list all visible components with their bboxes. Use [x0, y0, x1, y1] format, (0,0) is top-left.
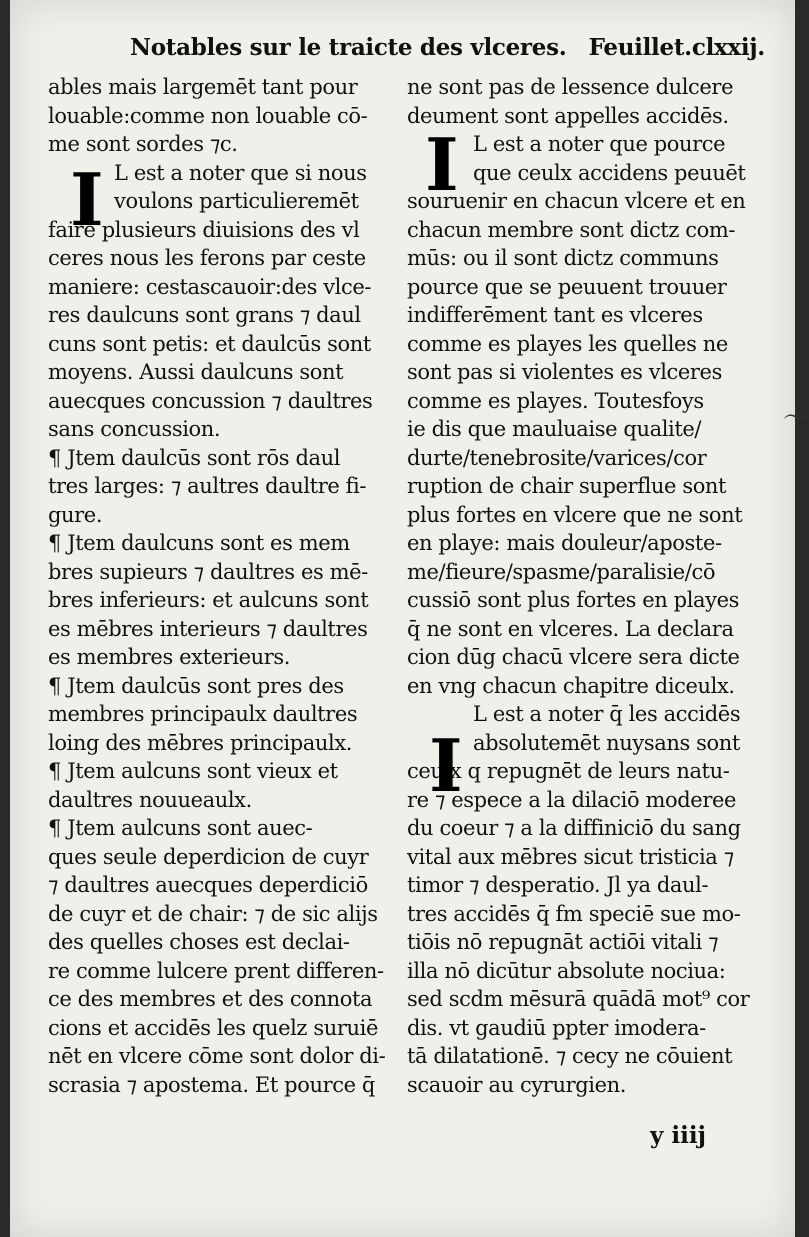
- text-line: des quelles choses est declai-: [48, 930, 350, 954]
- text-line: du coeur ⁊ a la diffiniciō du sang: [407, 816, 741, 840]
- text-line: ceres nous les ferons par ceste: [48, 246, 366, 270]
- text-line: maniere: cestascauoir:des vlce-: [48, 274, 372, 299]
- text-line: dis. vt gaudiū ppter imodera-: [407, 1015, 706, 1040]
- folio-number: Feuillet.clxxij.: [588, 34, 765, 61]
- text-line: ables mais largemēt tant pour: [48, 75, 358, 99]
- text-line: membres principaulx daultres: [48, 702, 358, 726]
- text-line: L est a noter que pource: [473, 132, 726, 156]
- text-line: ¶ Jtem daulcuns sont es mem: [48, 531, 350, 555]
- text-line: moyens. Aussi daulcuns sont: [48, 360, 344, 384]
- text-line: ¶ Jtem daulcūs sont rōs daul: [48, 445, 341, 470]
- text-line: es mēbres interieurs ⁊ daultres: [48, 616, 368, 641]
- text-line: en vng chacun chapitre diceulx.: [407, 673, 735, 698]
- text-line: L est a noter q̄ les accidēs: [473, 702, 741, 726]
- text-line: ceulx q repugnēt de leurs natu-: [407, 759, 730, 783]
- text-line: daultres nouueaulx.: [48, 787, 252, 812]
- text-line: louable:comme non louable cō-: [48, 103, 368, 128]
- text-line: sont pas si violentes es vlceres: [407, 360, 722, 384]
- text-line: sed scdm mēsurā quādā mot⁹ cor: [407, 987, 750, 1011]
- running-head: Notables sur le traicte des vlceres.: [130, 34, 567, 61]
- text-line: chacun membre sont dictz com-: [407, 217, 736, 242]
- book-page: [10, 0, 809, 1237]
- text-line: L est a noter que si nous: [114, 160, 367, 185]
- text-line: ques seule deperdicion de cuyr: [48, 844, 369, 869]
- text-line: ruption de chair superflue sont: [407, 474, 727, 498]
- text-line: bres inferieurs: et aulcuns sont: [48, 588, 369, 612]
- text-line: ce des membres et des connota: [48, 987, 373, 1011]
- text-line: que ceulx accidens peuuēt: [473, 160, 746, 185]
- text-line: souruenir en chacun vlcere et en: [407, 189, 746, 213]
- text-line: pource que se peuuent trouuer: [407, 274, 727, 299]
- left-column: [48, 73, 408, 1099]
- drop-initial: I: [429, 723, 463, 808]
- text-line: vital aux mēbres sicut tristicia ⁊: [407, 844, 734, 869]
- text-line: tres accidēs q̄ fm speciē sue mo-: [407, 901, 741, 926]
- text-line: loing des mēbres principaulx.: [48, 730, 353, 755]
- text-line: es membres exterieurs.: [48, 645, 291, 669]
- page-header: [10, 34, 795, 66]
- text-line: auecques concussion ⁊ daultres: [48, 388, 373, 413]
- text-line: tiōis nō repugnāt actiōi vitali ⁊: [407, 930, 719, 954]
- drop-initial: I: [70, 157, 104, 242]
- text-line: res daulcuns sont grans ⁊ daul: [48, 303, 361, 327]
- text-line: cuns sont petis: et daulcūs sont: [48, 331, 371, 356]
- marginal-pen-mark: 〜: [783, 404, 809, 434]
- text-line: ie dis que mauluaise qualite/: [407, 417, 702, 441]
- text-line: tā dilatationē. ⁊ cecy ne cōuient: [407, 1044, 733, 1068]
- text-line: voulons particulieremēt: [114, 189, 359, 213]
- text-line: de cuyr et de chair: ⁊ de sic alijs: [48, 901, 378, 926]
- text-line: q̄ ne sont en vlceres. La declara: [407, 616, 734, 641]
- drop-initial: I: [425, 122, 459, 207]
- text-line: comme es playes les quelles ne: [407, 331, 728, 356]
- text-line: plus fortes en vlcere que ne sont: [407, 502, 743, 527]
- text-line: ⁊ daultres auecques deperdiciō: [48, 873, 368, 897]
- text-line: comme es playes. Toutesfoys: [407, 388, 704, 413]
- text-line: tres larges: ⁊ aultres daultre fi-: [48, 474, 367, 498]
- text-line: scauoir au cyrurgien.: [407, 1072, 626, 1097]
- text-line: durte/tenebrosite/varices/cor: [407, 445, 707, 470]
- text-line: ¶ Jtem aulcuns sont auec-: [48, 816, 313, 840]
- text-line: en playe: mais douleur/aposte-: [407, 531, 722, 555]
- text-line: deument sont appelles accidēs.: [407, 103, 729, 128]
- text-line: faire plusieurs diuisions des vl: [48, 217, 360, 242]
- text-line: timor ⁊ desperatio. Jl ya daul-: [407, 873, 709, 897]
- text-line: gure.: [48, 502, 103, 527]
- text-line: indifferēment tant es vlceres: [407, 303, 703, 327]
- signature-mark: y iiij: [650, 1122, 706, 1149]
- right-column: [407, 73, 775, 1099]
- text-line: me sont sordes ⁊c.: [48, 132, 238, 156]
- text-line: absolutemēt nuysans sont: [473, 730, 740, 755]
- text-line: me/fieure/spasme/paralisie/cō: [407, 559, 716, 584]
- text-line: mūs: ou il sont dictz communs: [407, 246, 719, 270]
- text-line: re ⁊ espece a la dilaciō moderee: [407, 787, 737, 812]
- text-line: ne sont pas de lessence dulcere: [407, 75, 734, 99]
- text-line: cion dūg chacū vlcere sera dicte: [407, 645, 740, 669]
- text-line: scrasia ⁊ apostema. Et pource q̄: [48, 1072, 375, 1097]
- text-line: illa nō dicūtur absolute nociua:: [407, 958, 726, 983]
- text-line: sans concussion.: [48, 417, 221, 441]
- text-line: cussiō sont plus fortes en playes: [407, 588, 740, 612]
- text-line: ¶ Jtem aulcuns sont vieux et: [48, 759, 338, 783]
- text-line: cions et accidēs les quelz suruiē: [48, 1015, 378, 1040]
- text-line: nēt en vlcere cōme sont dolor di-: [48, 1044, 386, 1068]
- text-line: ¶ Jtem daulcūs sont pres des: [48, 673, 344, 698]
- text-line: re comme lulcere prent differen-: [48, 958, 384, 983]
- text-line: bres supieurs ⁊ daultres es mē-: [48, 559, 368, 584]
